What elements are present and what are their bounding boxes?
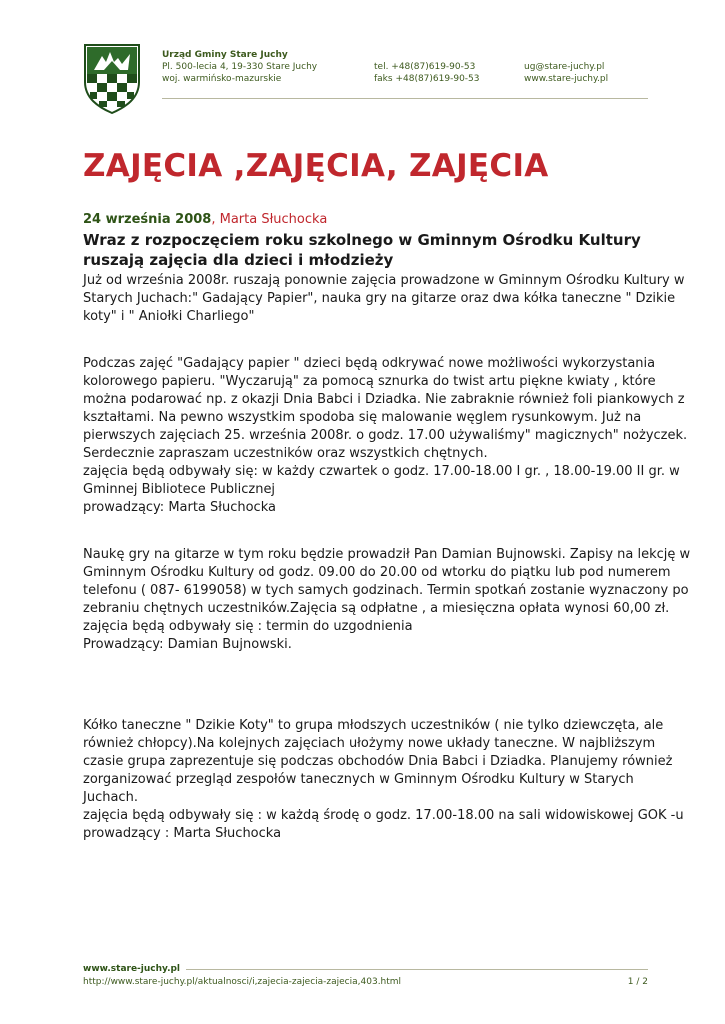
article-separator: ,	[211, 212, 220, 227]
text-line: pierwszych zajęciach 25. września 2008r. o godz. 17.00 używaliśmy" magicznych" nożyczek.	[83, 428, 688, 443]
address: Pl. 500-lecia 4, 19-330 Stare Juchy	[162, 62, 318, 72]
text-line: Kółko taneczne " Dzikie Koty" to grupa młodszych uczestników ( nie tylko dziewczęta, ale	[83, 718, 664, 733]
text-line: zebraniu chętnych uczestników.Zajęcia są odpłatne , a miesięczna opłata wynosi 60,00 zł.	[83, 601, 670, 616]
text-line: zajęcia będą odbywały się : w każdą środę o godz. 17.00-18.00 na sali widowiskowej GOK -u	[83, 808, 684, 823]
article-date: 24 września 2008	[83, 212, 212, 227]
text-line: Naukę gry na gitarze w tym roku będzie prowadził Pan Damian Bujnowski. Zapisy na lekcję w	[83, 547, 691, 562]
paragraph-intro	[83, 272, 685, 326]
text-line: telefonu ( 087- 6199058) w tych samych godzinach. Termin spotkań zostanie wyznaczony po	[83, 583, 689, 598]
text-line: koty" i " Aniołki Charliego"	[83, 309, 255, 324]
website-link[interactable]: www.stare-juchy.pl	[524, 74, 609, 84]
header-address-block	[162, 49, 317, 85]
region: woj. warmińsko-mazurskie	[162, 74, 282, 84]
article-title: ZAJĘCIA ,ZAJĘCIA, ZAJĘCIA	[83, 148, 549, 184]
paragraph-guitar	[83, 546, 691, 654]
article-meta	[83, 212, 327, 227]
org-name: Urząd Gminy Stare Juchy	[162, 50, 288, 60]
header-phone-block	[374, 61, 480, 85]
article-lead	[83, 230, 643, 270]
header-contact-block	[524, 61, 608, 85]
text-line: Serdecznie zapraszam uczestników oraz wszystkich chętnych.	[83, 446, 488, 461]
coat-of-arms-icon	[84, 44, 140, 114]
article-author: Marta Słuchocka	[219, 212, 328, 227]
text-line: zajęcia będą odbywały się: w każdy czwartek o godz. 17.00-18.00 I gr. , 18.00-19.00 II gr. w	[83, 464, 680, 479]
phone: tel. +48(87)619-90-53	[374, 62, 476, 72]
text-line: Prowadzący: Damian Bujnowski.	[83, 637, 292, 652]
text-line: Już od września 2008r. ruszają ponownie zajęcia prowadzone w Gminnym Ośrodku Kultury w	[83, 273, 685, 288]
header-divider	[162, 98, 648, 99]
text-line: zorganizować przegląd zespołów tanecznych w Gminnym Ośrodku Kultury w Starych	[83, 772, 634, 787]
text-line: prowadzący: Marta Słuchocka	[83, 500, 276, 515]
fax: faks +48(87)619-90-53	[374, 74, 480, 84]
footer-site-link[interactable]: www.stare-juchy.pl	[83, 964, 186, 974]
text-line: Podczas zajęć "Gadający papier " dzieci będą odkrywać nowe możliwości wykorzystania	[83, 356, 656, 371]
lead-line: Wraz z rozpoczęciem roku szkolnego w Gminnym Ośrodku Kultury	[83, 231, 641, 249]
text-line: zajęcia będą odbywały się : termin do uzgodnienia	[83, 619, 413, 634]
text-line: kolorowego papieru. "Wyczarują" za pomocą sznurka do twist artu piękne kwiaty , które	[83, 374, 656, 389]
text-line: czasie grupa zaprezentuje się podczas obchodów Dnia Babci i Dziadka. Planujemy również	[83, 754, 673, 769]
footer-page-url[interactable]: http://www.stare-juchy.pl/aktualnosci/i,zajecia-zajecia-zajecia,403.html	[83, 977, 402, 987]
text-line: Gminnym Ośrodku Kultury od godz. 09.00 do 20.00 od wtorku do piątku lub pod numerem	[83, 565, 671, 580]
text-line: kształtami. Na pewno wszystkim spodoba się malowanie węglem rysunkowym. Już na	[83, 410, 642, 425]
email-link[interactable]: ug@stare-juchy.pl	[524, 62, 605, 72]
text-line: prowadzący : Marta Słuchocka	[83, 826, 282, 841]
text-line: Starych Juchach:" Gadający Papier", nauka gry na gitarze oraz dwa kółka taneczne " Dzikie	[83, 291, 676, 306]
page-number: 1 / 2	[627, 977, 648, 987]
text-line: można podarować np. z okazji Dnia Babci i Dziadka. Nie zabraknie również foli piankowych z	[83, 392, 685, 407]
text-line: również chłopcy).Na kolejnych zajęciach ułożymy nowe układy taneczne. W najbliższym	[83, 736, 656, 751]
text-line: Juchach.	[83, 790, 138, 805]
paragraph-dance	[83, 717, 684, 843]
lead-line: ruszają zajęcia dla dzieci i młodzieży	[83, 251, 394, 269]
paragraph-paper	[83, 355, 688, 517]
text-line: Gminnej Bibliotece Publicznej	[83, 482, 276, 497]
